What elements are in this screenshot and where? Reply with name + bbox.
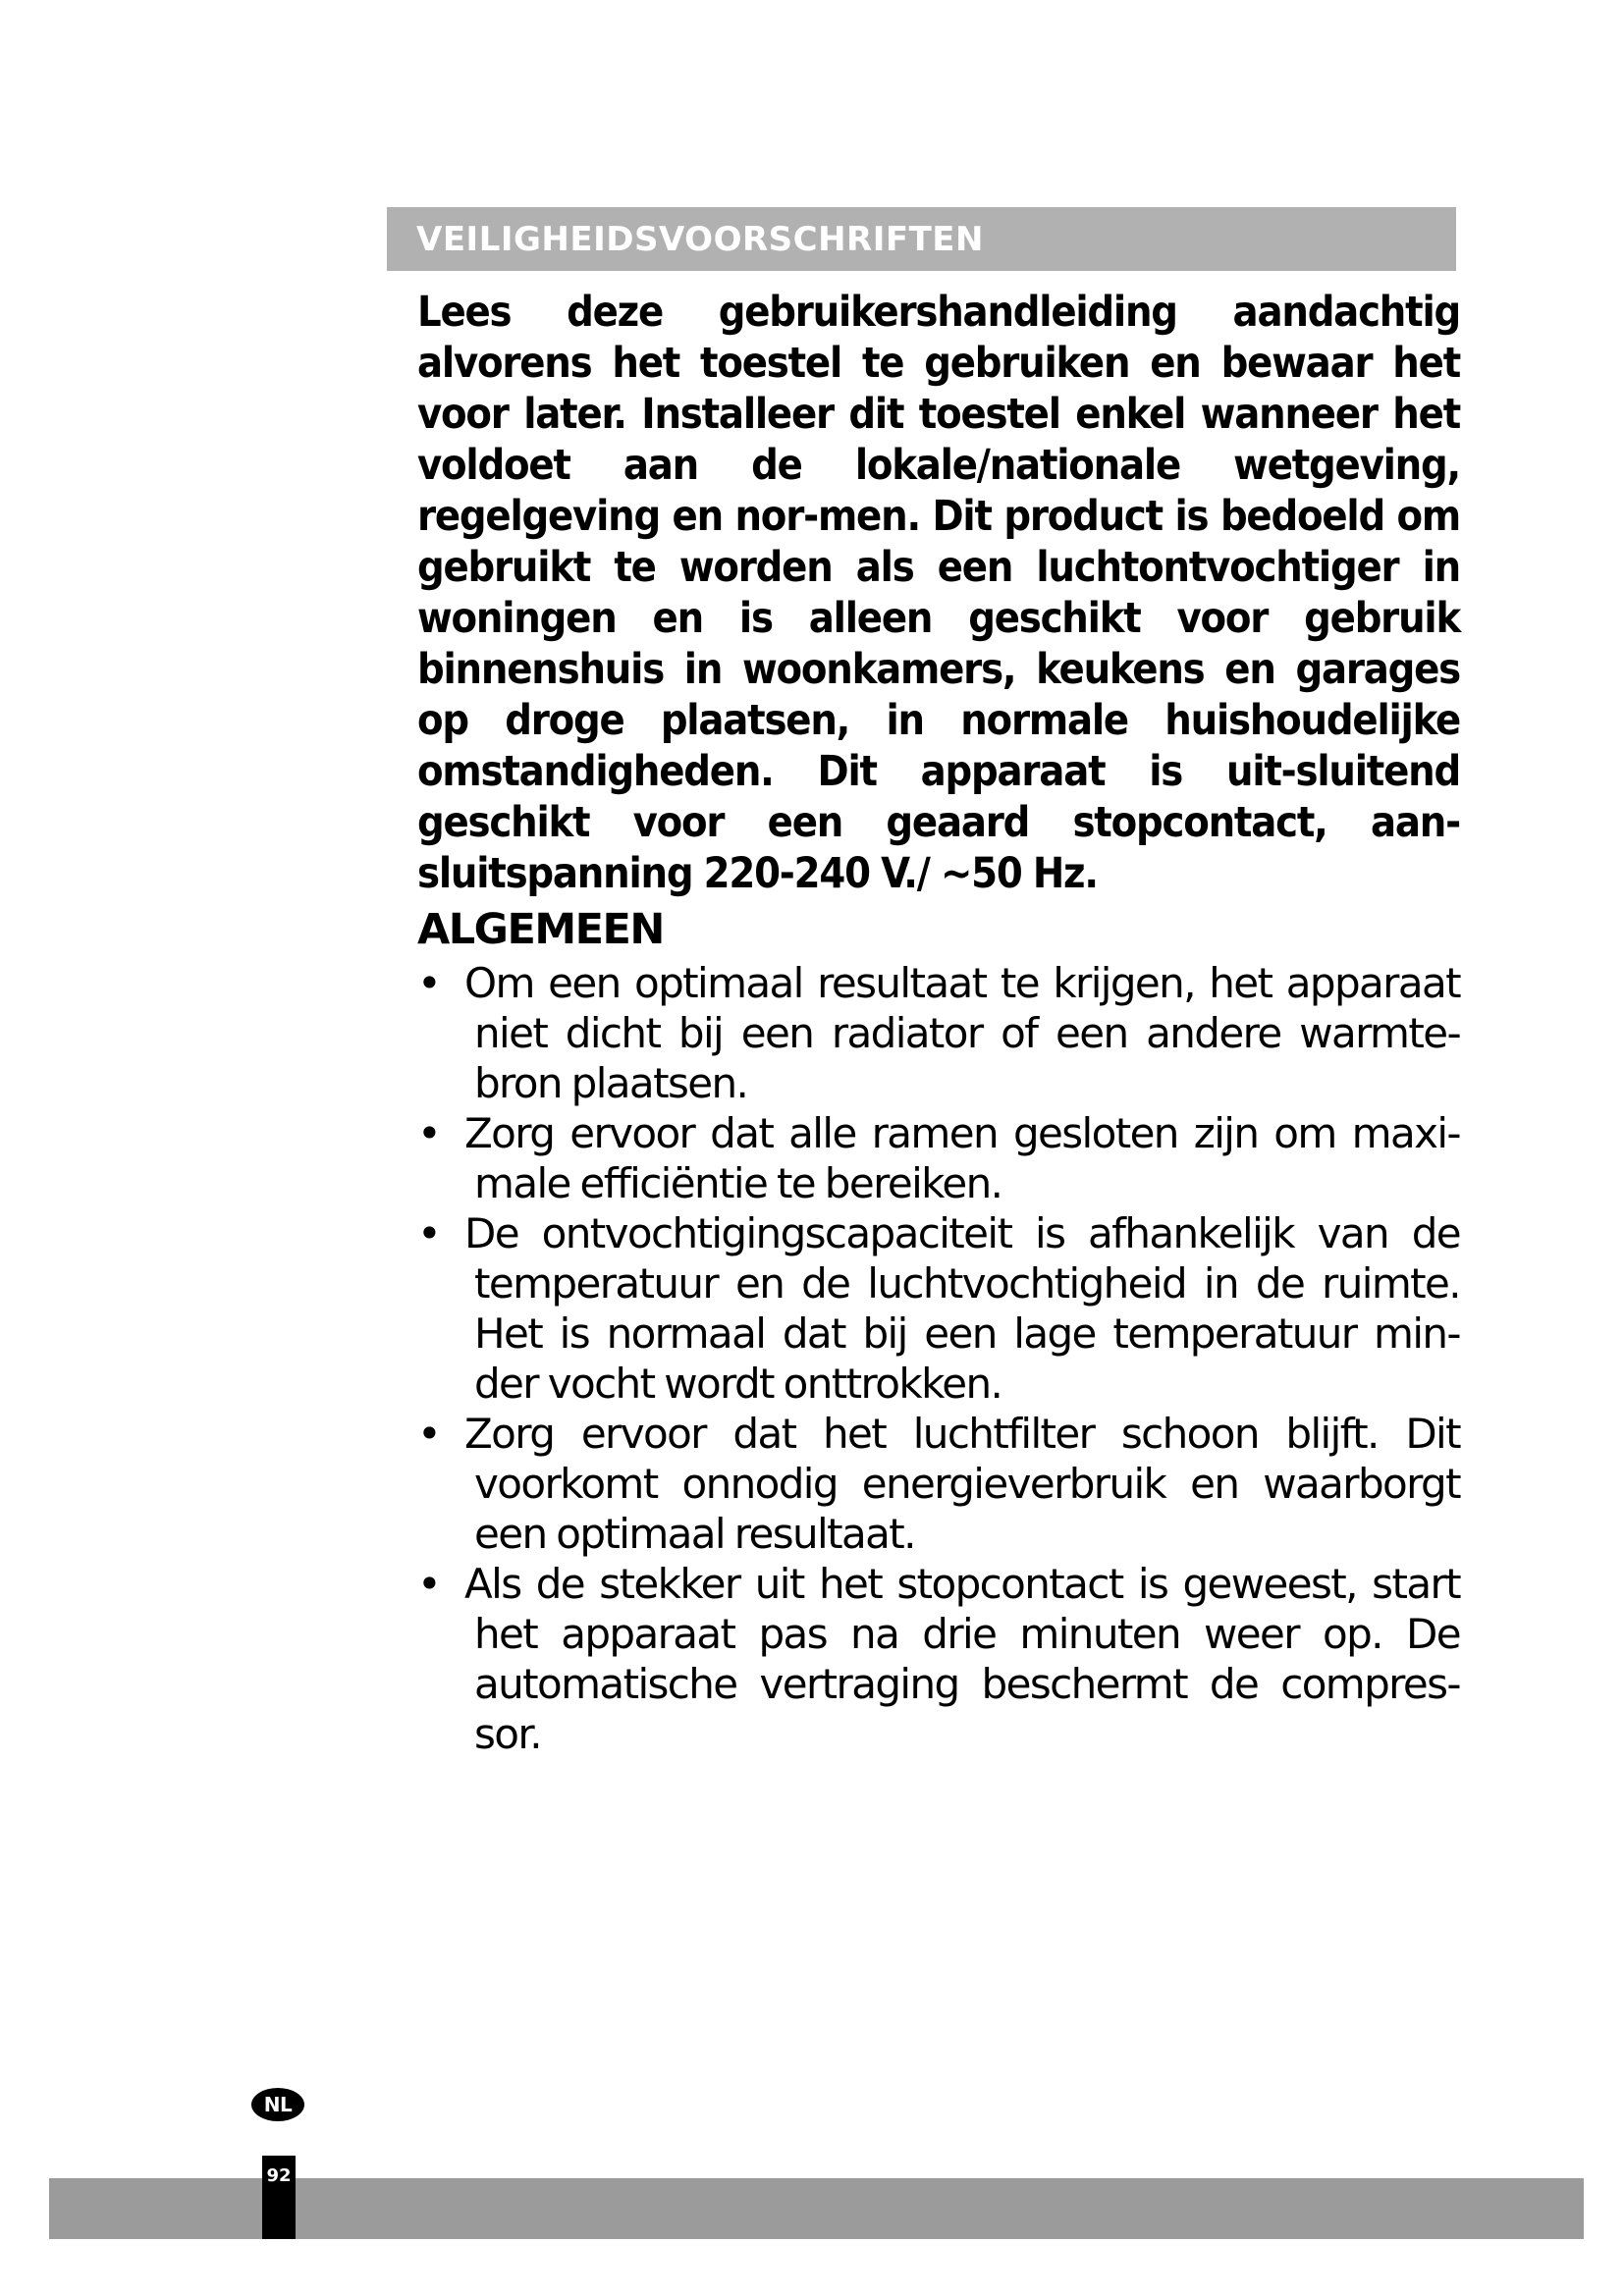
language-badge: NL xyxy=(251,2088,304,2121)
intro-paragraph: Lees deze gebruikershandleiding aandachtig alvorens het toestel te gebruiken en bewaar het voor later. Installeer dit toestel enkel wanneer het voldoet aan de lokale/nationale wetgeving, regelgeving en nor-men. Dit product is bedoeld om gebruikt te worden als een luchtontvochtiger in woningen en is alleen geschikt voor gebruik binnenshuis in woonkamers, keukens en garages op droge plaatsen, in normale huishoudelijke omstandigheden. Dit apparaat is uit-sluitend geschikt voor een geaard stopcontact, aan-sluitspanning 220-240 V./ ~50 Hz. xyxy=(417,288,1460,898)
page-number: 92 xyxy=(262,2156,296,2239)
bullet-icon: • xyxy=(417,1410,441,1458)
bullet-icon: • xyxy=(417,959,441,1007)
bullet-icon: • xyxy=(417,1109,441,1157)
bullet-icon: • xyxy=(417,1209,441,1257)
list-item-text: Zorg ervoor dat het luchtfilter schoon blijft. Dit voorkomt onnodig energieverbruik en waarborgt een optimaal resultaat. xyxy=(464,1410,1460,1558)
list-item-text: Om een optimaal resultaat te krijgen, het apparaat niet dicht bij een radiator of een andere warmte-bron plaatsen. xyxy=(464,959,1460,1107)
section-title: VEILIGHEIDSVOORSCHRIFTEN xyxy=(416,219,984,259)
section-header-bar xyxy=(387,207,1456,271)
general-list xyxy=(417,958,1460,1759)
list-item-text: Als de stekker uit het stopcontact is geweest, start het apparaat pas na drie minuten weer op. De automatische vertraging beschermt de compres-sor. xyxy=(464,1560,1460,1758)
list-item xyxy=(417,1409,1460,1559)
list-item xyxy=(417,1559,1460,1759)
list-item xyxy=(417,1208,1460,1409)
list-item-text: De ontvochtigingscapaciteit is afhankelijk van de temperatuur en de luchtvochtigheid in de ruimte. Het is normaal dat bij een lage temperatuur min-der vocht wordt onttrokken. xyxy=(464,1209,1460,1408)
bullet-icon: • xyxy=(417,1560,441,1608)
list-item xyxy=(417,1108,1460,1208)
list-item-text: Zorg ervoor dat alle ramen gesloten zijn om maxi-male efficiëntie te bereiken. xyxy=(464,1109,1460,1207)
list-item xyxy=(417,958,1460,1108)
general-heading: ALGEMEEN xyxy=(417,905,664,954)
